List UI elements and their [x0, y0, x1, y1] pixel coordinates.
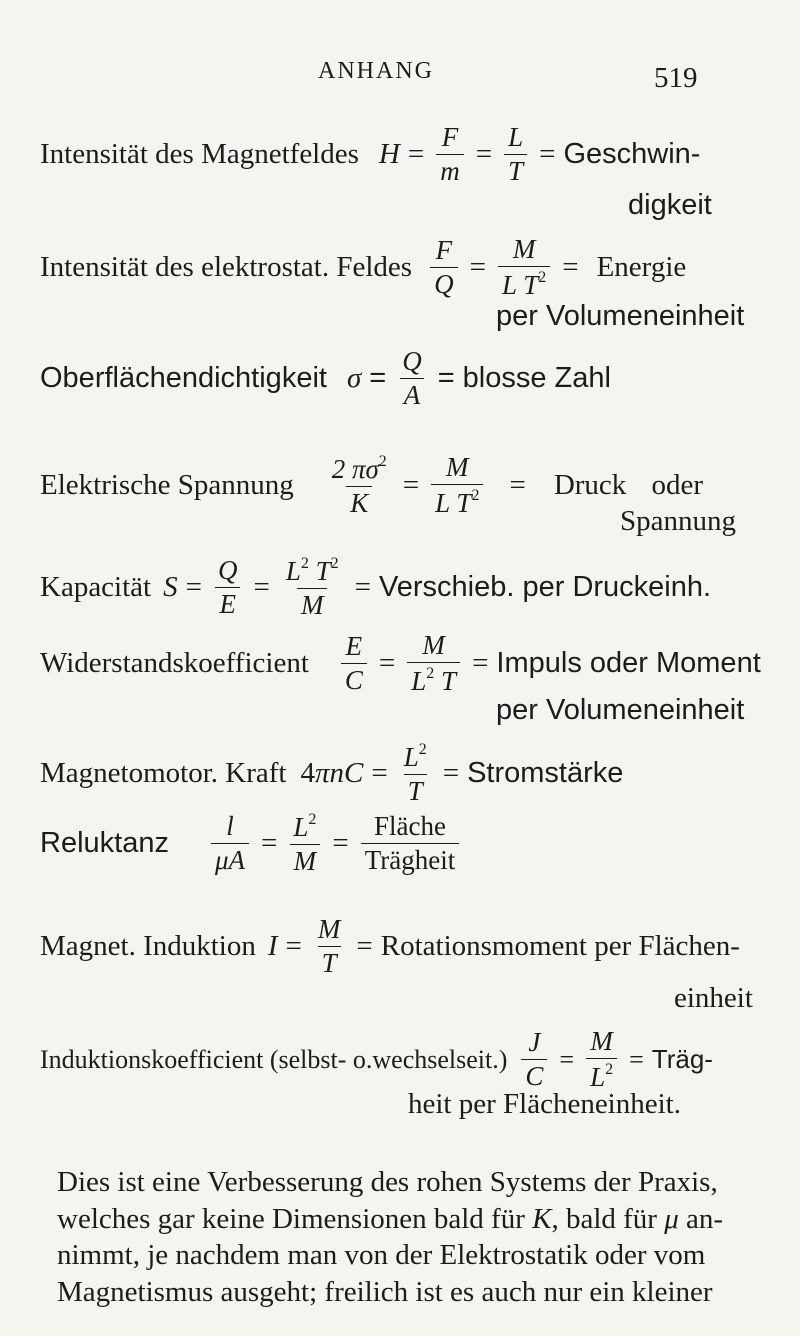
fraction: $\frac{L^2}{T}$ — [403, 741, 427, 806]
fraction: $\frac{L}{T}$ — [504, 124, 527, 185]
equals: = — [475, 138, 493, 170]
running-head: ANHANG — [318, 58, 434, 84]
entry-label: Kapacität — [40, 571, 152, 603]
fraction: $\frac{2 \pi\sigma^2}{K}$ — [331, 453, 387, 518]
fraction: $\frac{F}{Q}$ — [430, 237, 458, 298]
fraction: $\frac{M}{T}$ — [317, 914, 341, 978]
fraction: $\frac{J}{C}$ — [521, 1029, 547, 1090]
fraction: $\frac{M}{L^2 T}$ — [407, 632, 460, 695]
equals: = — [562, 251, 579, 283]
symbol: S — [163, 571, 178, 603]
entry-continuation: heit per Flächeneinheit. — [408, 1088, 681, 1120]
equals: = — [469, 251, 486, 283]
symbol: I — [267, 930, 278, 962]
equals: = — [442, 757, 460, 789]
entry-label: Widerstandskoefficient — [40, 647, 309, 679]
fraction: $\frac{Q}{A}$ — [398, 348, 426, 409]
entry-continuation: digkeit — [628, 189, 712, 221]
entry-label: Induktionskoefficient (selbst- o.wechselseit.) — [40, 1044, 508, 1074]
expression-symbols: πnC — [314, 757, 364, 789]
symbol: σ — [346, 362, 362, 394]
equals: = — [332, 827, 349, 859]
equals: = — [253, 571, 270, 603]
fraction: $\frac{l}{\mu A}$ — [211, 813, 249, 874]
entry-result: Druck oder — [553, 469, 704, 501]
paragraph-line: welches gar keine Dimensionen bald für K, bald für μ an- — [57, 1202, 724, 1235]
body-paragraph — [57, 1164, 743, 1310]
page-number: 519 — [654, 62, 698, 94]
entry-result: Impuls oder Moment — [496, 647, 761, 679]
fraction: $\frac{\text{Fläche}}{\text{Trägheit}}$ — [361, 813, 460, 874]
entry-elektrische-spannung — [40, 454, 703, 517]
fraction: $\frac{L^2 T^2}{M}$ — [285, 555, 339, 620]
entry-continuation: einheit — [674, 982, 753, 1014]
fraction: $\frac{Q}{E}$ — [214, 557, 242, 618]
fraction: $\frac{F}{m}$ — [436, 124, 464, 185]
entry-elektrostat-feld — [40, 236, 686, 299]
entry-label: Oberflächendichtigkeit — [40, 362, 327, 394]
equals: = — [509, 469, 526, 501]
entry-oberflaechendichtigkeit — [40, 348, 611, 409]
equals: = — [354, 571, 371, 603]
equals: = — [629, 1044, 644, 1074]
entry-result: Träg- — [651, 1044, 713, 1074]
equals: = — [185, 571, 202, 603]
equals: = — [437, 362, 455, 394]
equals: = — [539, 138, 556, 170]
expression-coefficient: 4 — [300, 757, 315, 789]
entry-continuation: per Volumeneinheit — [496, 300, 745, 332]
entry-result: Geschwin- — [563, 138, 701, 170]
entry-result: Verschieb. per Druckeinh. — [379, 571, 712, 603]
equals: = — [285, 930, 302, 962]
entry-result: Energie — [596, 251, 687, 283]
entry-kapacitaet — [40, 556, 711, 619]
entry-magnetomotor-kraft — [40, 742, 623, 805]
entry-continuation: Spannung — [620, 505, 736, 537]
entry-label: Reluktanz — [40, 827, 169, 859]
equals: = — [472, 647, 489, 679]
symbol: H — [378, 138, 400, 170]
entry-result: blosse Zahl — [462, 362, 611, 394]
equals: = — [559, 1044, 575, 1074]
equals: = — [407, 138, 425, 170]
equals: = — [378, 647, 396, 679]
fraction: $\frac{L^2}{M}$ — [289, 812, 320, 875]
entry-result: Rotationsmoment per Flächen- — [380, 930, 740, 962]
entry-magnetfeld — [40, 124, 700, 185]
equals: = — [369, 362, 387, 394]
equals: = — [356, 930, 373, 962]
entry-magnet-induktion — [40, 916, 740, 977]
paragraph-line: Magnetismus ausgeht; freilich ist es auch nur ein kleiner — [57, 1275, 713, 1308]
entry-reluktanz — [40, 812, 463, 875]
entry-widerstandskoefficient — [40, 632, 761, 695]
entry-result: Stromstärke — [467, 757, 624, 789]
entry-induktionskoefficient — [40, 1028, 713, 1091]
entry-label: Magnet. Induktion — [40, 930, 256, 962]
entry-label: Magnetomotor. Kraft — [40, 757, 287, 789]
equals: = — [402, 469, 420, 501]
page-header — [0, 58, 800, 98]
fraction: $\frac{M}{L T^2}$ — [431, 454, 483, 517]
paragraph-line: nimmt, je nachdem man von der Elektrostatik oder vom — [57, 1239, 706, 1271]
entry-label: Elektrische Spannung — [40, 469, 294, 501]
paragraph-line: Dies ist eine Verbesserung des rohen Systems der Praxis, — [57, 1166, 718, 1198]
fraction: $\frac{M}{L^2}$ — [586, 1028, 617, 1091]
fraction: $\frac{M}{L T^2}$ — [498, 236, 550, 299]
entry-label: Intensität des Magnetfeldes — [40, 138, 359, 170]
equals: = — [261, 827, 278, 859]
entry-continuation: per Volumeneinheit — [496, 694, 745, 726]
fraction: $\frac{E}{C}$ — [341, 633, 367, 694]
equals: = — [371, 757, 388, 789]
entry-label: Intensität des elektrostat. Feldes — [40, 251, 413, 283]
